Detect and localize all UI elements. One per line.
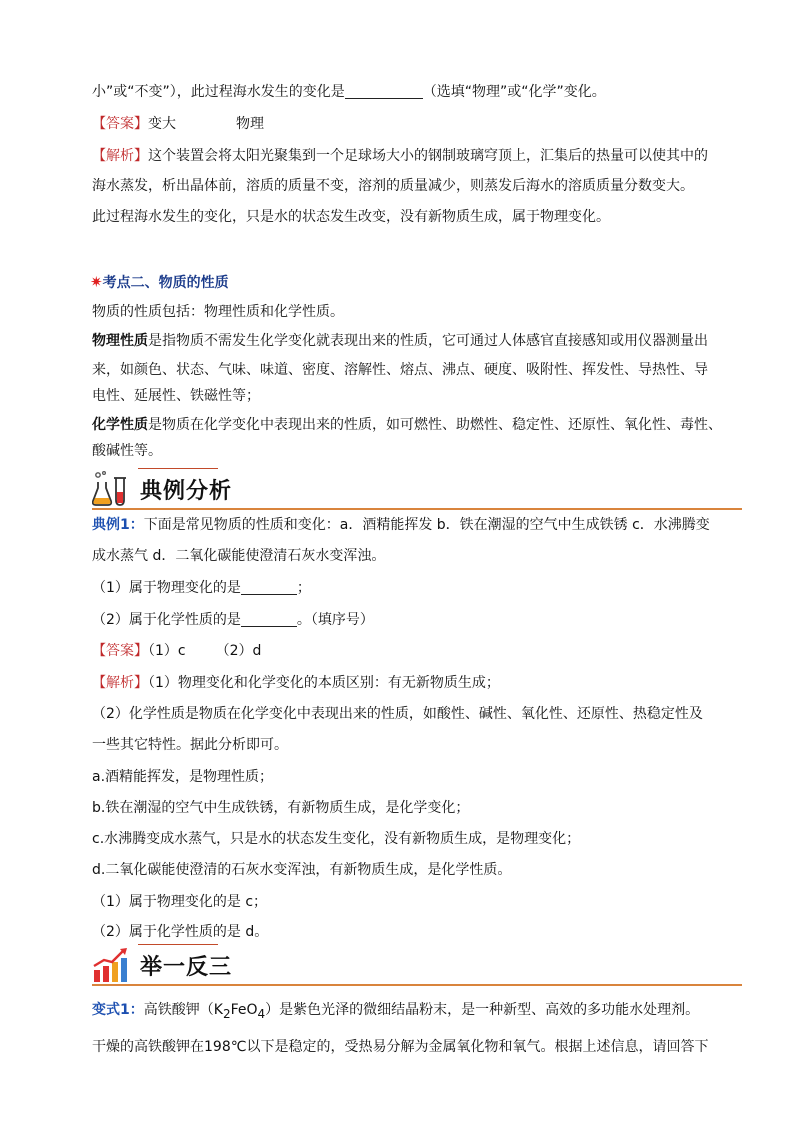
variant-line: [92, 1037, 708, 1057]
analysis-line: [92, 207, 610, 227]
question-line: [92, 578, 311, 598]
analysis-line: [92, 735, 288, 755]
text: 是指物质不需发生化学变化就表现出来的性质，它可通过人体感官直接感知或用仪器测量出: [148, 333, 708, 349]
heading-text: 考点二、物质的性质: [102, 275, 229, 291]
analysis-line: [92, 798, 469, 818]
divider: [92, 984, 742, 986]
analysis-text: 海水蒸发，析出晶体前，溶质的质量不变，溶剂的质量减少，则蒸发后海水的溶质质量分数变大。: [92, 178, 694, 194]
question-line: [92, 610, 374, 630]
analysis-text: 这个装置会将太阳光聚集到一个足球场大小的钢制玻璃穹顶上，汇集后的热量可以使其中的: [148, 148, 708, 164]
answer-value: （1）c: [148, 643, 186, 659]
section-heading-kaodian: [90, 272, 229, 293]
analysis-line: [92, 176, 694, 196]
text: 高铁酸钾（: [143, 1002, 214, 1018]
text: c.水沸腾变成水蒸气，只是水的状态发生变化，没有新物质生成，是物理变化；: [92, 831, 581, 847]
paragraph-line: [92, 302, 344, 322]
analysis-tag: 【解析】: [92, 675, 148, 691]
text: 成水蒸气 d．二氧化碳能使澄清石灰水变浑浊。: [92, 548, 386, 564]
paragraph-line: [92, 441, 162, 461]
text: 干燥的高铁酸钾在198℃以下是稳定的，受热易分解为金属氧化物和氧气。根据上述信息，请回答下: [92, 1039, 709, 1055]
question-continuation: [92, 82, 606, 102]
text: a.酒精能挥发，是物理性质；: [92, 769, 274, 785]
text: 来，如颜色、状态、气味、味道、密度、溶解性、熔点、沸点、硬度、吸附性、挥发性、导热性、导: [92, 362, 708, 378]
text: ）是紫色光泽的微细结晶粉末，是一种新型、高效的多功能水处理剂。: [265, 1002, 700, 1018]
answer-line: [92, 641, 261, 661]
analysis-text: 此过程海水发生的变化，只是水的状态发生改变，没有新物质生成，属于物理变化。: [92, 209, 610, 225]
formula: K: [213, 1002, 223, 1018]
text: 一些其它特性。据此分析即可。: [92, 737, 288, 753]
answer-blank: [345, 84, 423, 99]
text-fragment: 小”或“不变”），此过程海水发生的变化是: [92, 84, 345, 100]
text: 酸碱性等。: [92, 443, 162, 459]
term: 物理性质: [92, 333, 148, 349]
text: （1）属于物理变化的是: [92, 580, 241, 596]
subscript: 4: [257, 1006, 266, 1021]
analysis-line: [92, 767, 273, 787]
text: b.铁在潮湿的空气中生成铁锈，有新物质生成，是化学变化；: [92, 800, 470, 816]
analysis-line: [92, 892, 267, 912]
answer-line: [92, 114, 264, 134]
example-line: [92, 515, 710, 535]
text: 是物质在化学变化中表现出来的性质，如可燃性、助燃性、稳定性、还原性、氧化性、毒性、: [148, 417, 722, 433]
text: ；: [296, 580, 311, 596]
analysis-line: [92, 704, 703, 724]
text: （2）属于化学性质的是: [92, 612, 241, 628]
paragraph-line: [92, 360, 708, 380]
bar-chart-icon: [92, 946, 132, 984]
answer-value: 物理: [236, 116, 264, 132]
variant-tag: 变式1：: [92, 1002, 144, 1018]
text: 下面是常见物质的性质和变化：a．酒精能挥发 b．铁在潮湿的空气中生成铁锈 c．水沸腾变: [143, 517, 710, 533]
analysis-line: [92, 860, 511, 880]
section-title: 典例分析: [140, 478, 233, 504]
text: （2）化学性质是物质在化学变化中表现出来的性质，如酸性、碱性、氧化性、还原性、热稳定性及: [92, 706, 703, 722]
answer-tag: 【答案】: [92, 643, 148, 659]
flask-icon: [92, 470, 132, 508]
text: 物质的性质包括：物理性质和化学性质。: [92, 304, 344, 320]
answer-value: 变大: [148, 116, 176, 132]
text: （2）属于化学性质的是 d。: [92, 924, 269, 940]
section-header-practice: [92, 944, 742, 988]
divider: [92, 508, 742, 510]
answer-blank: [241, 612, 297, 627]
text-fragment: （选填“物理”或“化学”变化。: [422, 84, 606, 100]
formula: FeO: [230, 1002, 258, 1018]
paragraph-line: [92, 386, 260, 406]
text: 电性、延展性、铁磁性等；: [92, 388, 260, 404]
example-line: [92, 546, 385, 566]
section-title: 举一反三: [140, 954, 233, 980]
paragraph-line: [92, 331, 708, 351]
divider: [138, 468, 218, 469]
answer-tag: 【答案】: [92, 116, 148, 132]
text: 。（填序号）: [296, 612, 374, 628]
paragraph-line: [92, 415, 722, 435]
answer-value: （2）d: [215, 643, 262, 659]
analysis-line: [92, 146, 708, 166]
text: （1）物理变化和化学变化的本质区别：有无新物质生成；: [148, 675, 500, 691]
variant-line: [92, 1000, 699, 1024]
answer-blank: [241, 580, 297, 595]
example-tag: 典例1：: [92, 517, 144, 533]
text: （1）属于物理变化的是 c；: [92, 894, 268, 910]
analysis-line: [92, 673, 500, 693]
term: 化学性质: [92, 417, 148, 433]
subscript: 2: [222, 1006, 231, 1021]
section-header-examples: [92, 468, 742, 512]
analysis-line: [92, 829, 580, 849]
analysis-tag: 【解析】: [92, 148, 148, 164]
analysis-line: [92, 922, 268, 942]
text: d.二氧化碳能使澄清的石灰水变浑浊，有新物质生成，是化学性质。: [92, 862, 512, 878]
divider: [138, 944, 218, 945]
star-icon: ✷: [90, 273, 103, 291]
